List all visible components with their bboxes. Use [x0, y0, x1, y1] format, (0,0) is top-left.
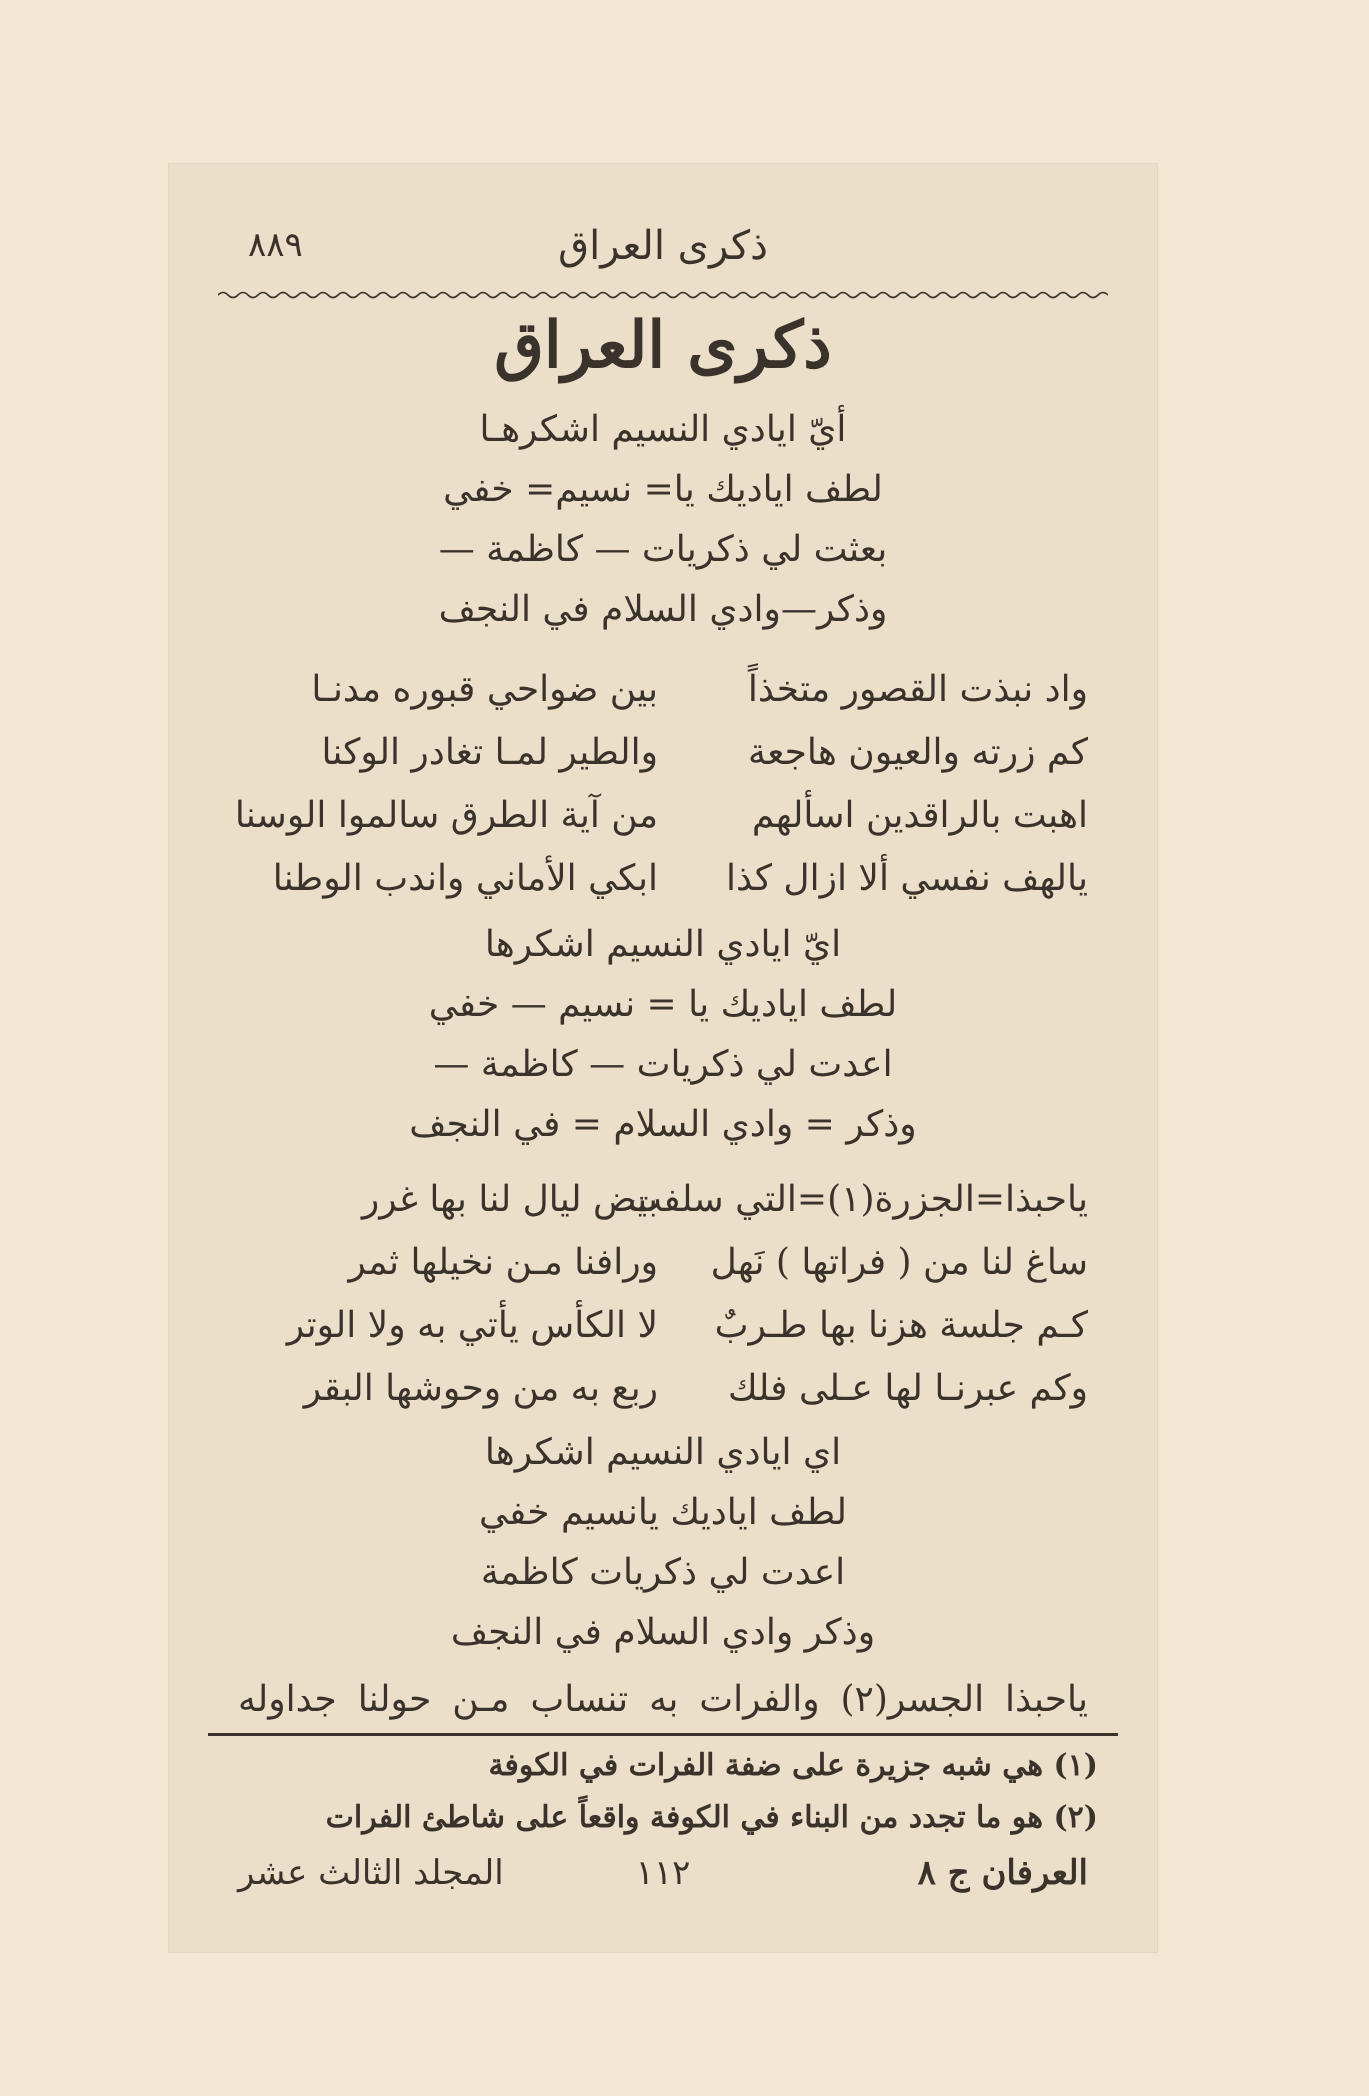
couplet: [238, 731, 1088, 775]
hemistich-first: اهبت بالراقدين اسألهم: [751, 795, 1088, 836]
page-footer: [228, 1853, 1098, 1903]
refrain-line: وذكر—وادي السلام في النجف: [438, 589, 888, 630]
journal-issue: العرفان ج ٨: [917, 1853, 1088, 1893]
refrain-line: اعدت لي ذكريات — كاظمة —: [433, 1044, 893, 1085]
refrain-line: أيّ ايادي النسيم اشكرهـا: [479, 409, 847, 450]
refrain-line: لطف اياديك يا = نسيم — خفي: [428, 984, 898, 1025]
footnote-divider: [208, 1733, 1118, 1736]
hemistich-second: من آية الطرق سالموا الوسنا: [234, 795, 658, 836]
hemistich-second: ربع به من وحوشها البقر: [303, 1368, 658, 1409]
page-number: ٨٨٩: [248, 225, 303, 265]
final-verse: ياحبذا الجسر(٢) والفرات به تنساب مـن حولنا جداوله: [238, 1679, 1088, 1720]
hemistich-first: ياحبذا=الجزرة(١)=التي سلفت: [627, 1179, 1088, 1220]
hemistich-second: والطير لمـا تغادر الوكنا: [321, 732, 658, 773]
journal-page: [168, 163, 1158, 1953]
hemistich-second: لا الكأس يأتي به ولا الوتر: [286, 1305, 658, 1346]
footer-number: ١١٢: [635, 1853, 691, 1893]
hemistich-first: كـم جلسة هزنا بها طـربٌ: [714, 1305, 1088, 1346]
wavy-divider: [218, 288, 1108, 302]
couplet: [238, 668, 1088, 712]
refrain-line: ايّ ايادي النسيم اشكرها: [484, 924, 842, 965]
refrain-line: لطف اياديك يا= نسيم= خفي: [443, 469, 883, 510]
couplet: [238, 857, 1088, 901]
refrain-line: لطف اياديك يانسيم خفي: [479, 1492, 847, 1533]
hemistich-second: ورافنا مـن نخيلها ثمر: [348, 1242, 658, 1283]
running-title: ذكرى العراق: [558, 223, 768, 269]
footnote: (٢) هو ما تجدد من البناء في الكوفة واقعاً على شاطئ الفرات: [325, 1800, 1098, 1835]
couplet: [238, 1304, 1088, 1348]
refrain-line: اعدت لي ذكريات كاظمة: [480, 1552, 846, 1593]
refrain-line: اي ايادي النسيم اشكرها: [484, 1432, 842, 1473]
refrain-line: بعثت لي ذكريات — كاظمة —: [438, 529, 888, 570]
hemistich-second: بيض ليال لنا بها غرر: [361, 1179, 658, 1220]
couplet: [238, 1178, 1088, 1222]
hemistich-second: بين ضواحي قبوره مدنـا: [311, 669, 658, 710]
running-header: [168, 223, 1158, 283]
hemistich-first: كم زرته والعيون هاجعة: [747, 732, 1088, 773]
hemistich-second: ابكي الأماني واندب الوطنا: [272, 858, 658, 899]
refrain-line: وذكر وادي السلام في النجف: [450, 1612, 876, 1653]
couplet: [238, 1367, 1088, 1411]
refrain-line: وذكر = وادي السلام = في النجف: [409, 1104, 917, 1145]
volume-label: المجلد الثالث عشر: [238, 1853, 504, 1893]
footnote: (١) هي شبه جزيرة على ضفة الفرات في الكوفة: [488, 1748, 1098, 1783]
hemistich-first: ساغ لنا من ( فراتها ) نَهل: [710, 1242, 1088, 1283]
couplet: [238, 1241, 1088, 1285]
hemistich-first: يالهف نفسي ألا ازال كذا: [725, 858, 1088, 899]
hemistich-first: وكم عبرنـا لها عـلى فلك: [728, 1368, 1088, 1409]
hemistich-first: واد نبذت القصور متخذاً: [747, 669, 1088, 710]
couplet: [234, 794, 1088, 838]
poem-title: ذكرى العراق: [494, 308, 832, 383]
